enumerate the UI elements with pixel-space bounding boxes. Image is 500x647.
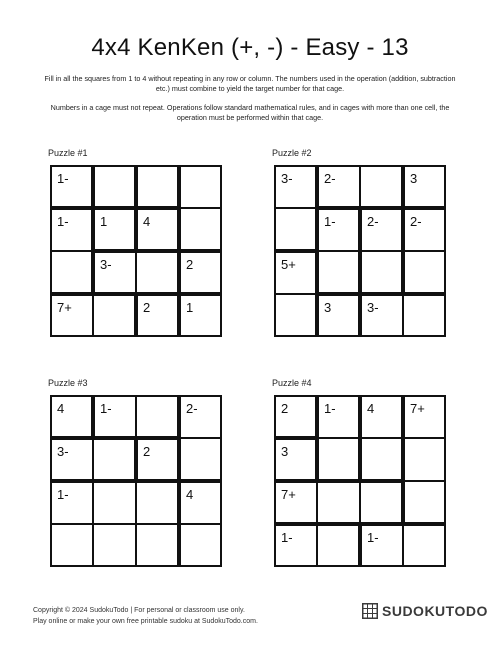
grid-cell <box>274 165 317 208</box>
grid-cell <box>136 251 179 294</box>
grid-cell <box>403 208 446 251</box>
puzzle-grid <box>274 395 446 567</box>
cage-clue: 1- <box>367 530 379 545</box>
grid-cell <box>179 524 222 567</box>
copyright-text: Copyright © 2024 SudokuTodo | For personal or classroom use only. <box>33 607 245 614</box>
cage-clue: 1- <box>100 401 112 416</box>
cage-clue: 4 <box>186 487 194 502</box>
cage-clue: 3 <box>324 300 332 315</box>
grid-cell <box>179 294 222 337</box>
grid-cell <box>50 438 93 481</box>
grid-cell <box>274 481 317 524</box>
cage-clue: 1- <box>324 401 336 416</box>
cage-clue: 1 <box>186 300 194 315</box>
cage-clue: 7+ <box>57 300 72 315</box>
puzzle-label: Puzzle #4 <box>272 378 312 388</box>
grid-cell <box>317 481 360 524</box>
grid-cell <box>317 524 360 567</box>
cage-clue: 1- <box>324 214 336 229</box>
cage-clue: 3- <box>281 171 293 186</box>
grid-cell <box>360 208 403 251</box>
grid-cell <box>93 524 136 567</box>
grid-cell <box>317 208 360 251</box>
cage-clue: 3 <box>410 171 418 186</box>
grid-cell <box>50 395 93 438</box>
grid-cell <box>360 165 403 208</box>
cage-clue: 1 <box>100 214 108 229</box>
cage-clue: 4 <box>367 401 375 416</box>
grid-cell <box>360 251 403 294</box>
grid-cell <box>179 481 222 524</box>
grid-cell <box>179 251 222 294</box>
grid-cell <box>274 251 317 294</box>
cage-clue: 2- <box>186 401 198 416</box>
grid-cell <box>136 208 179 251</box>
grid-cell <box>50 524 93 567</box>
cage-clue: 7+ <box>410 401 425 416</box>
grid-cell <box>360 438 403 481</box>
puzzle-grid <box>274 165 446 337</box>
grid-cell <box>274 524 317 567</box>
grid-cell <box>360 524 403 567</box>
logo-text: SUDOKUTODO <box>382 603 488 619</box>
cage-clue: 3- <box>57 444 69 459</box>
grid-cell <box>274 395 317 438</box>
grid-cell <box>403 438 446 481</box>
cage-clue: 3 <box>281 444 289 459</box>
cage-clue: 2- <box>367 214 379 229</box>
grid-cell <box>136 438 179 481</box>
puzzle-grid <box>50 165 222 337</box>
grid-cell <box>50 294 93 337</box>
grid-cell <box>403 294 446 337</box>
cage-clue: 4 <box>57 401 65 416</box>
grid-cell <box>93 438 136 481</box>
cage-clue: 3- <box>367 300 379 315</box>
grid-cell <box>93 395 136 438</box>
cage-clue: 1- <box>57 214 69 229</box>
grid-cell <box>403 481 446 524</box>
page-title: 4x4 KenKen (+, -) - Easy - 13 <box>91 34 409 61</box>
cage-clue: 5+ <box>281 257 296 272</box>
grid-cell <box>403 165 446 208</box>
grid-cell <box>403 251 446 294</box>
grid-cell <box>50 251 93 294</box>
instructions-paragraph: Fill in all the squares from 1 to 4 without repeating in any row or column. The numbers used in the operation (addition, subtraction etc.) must combine to yield the target number for that cage. <box>44 74 456 93</box>
grid-cell <box>274 208 317 251</box>
grid-cell <box>93 165 136 208</box>
cage-clue: 1- <box>57 487 69 502</box>
footer <box>33 605 258 627</box>
grid-cell <box>317 395 360 438</box>
grid-cell <box>179 395 222 438</box>
cage-clue: 7+ <box>281 487 296 502</box>
cage-clue: 3- <box>100 257 112 272</box>
puzzle-grid <box>50 395 222 567</box>
grid-cell <box>317 165 360 208</box>
grid-cell <box>403 524 446 567</box>
puzzle-label: Puzzle #2 <box>272 148 312 158</box>
grid-cell <box>179 165 222 208</box>
grid-cell <box>93 294 136 337</box>
cage-clue: 2 <box>143 300 151 315</box>
grid-cell <box>93 481 136 524</box>
cage-clue: 2 <box>143 444 151 459</box>
cage-clue: 2 <box>281 401 289 416</box>
grid-cell <box>50 208 93 251</box>
grid-cell <box>360 294 403 337</box>
cage-clue: 2- <box>410 214 422 229</box>
brand-logo <box>362 603 488 619</box>
grid-cell <box>360 395 403 438</box>
grid-cell <box>317 294 360 337</box>
cage-clue: 1- <box>57 171 69 186</box>
grid-cell <box>136 524 179 567</box>
puzzle-label: Puzzle #3 <box>48 378 88 388</box>
grid-cell <box>93 251 136 294</box>
grid-cell <box>179 438 222 481</box>
grid-cell <box>360 481 403 524</box>
cage-clue: 4 <box>143 214 151 229</box>
cage-clue: 2- <box>324 171 336 186</box>
cage-clue: 2 <box>186 257 194 272</box>
cage-clue: 1- <box>281 530 293 545</box>
grid-cell <box>136 294 179 337</box>
grid-logo-icon <box>362 603 378 619</box>
grid-cell <box>93 208 136 251</box>
grid-cell <box>50 165 93 208</box>
promo-text: Play online or make your own free printable sudoku at SudokuTodo.com. <box>33 618 258 625</box>
grid-cell <box>136 481 179 524</box>
grid-cell <box>136 395 179 438</box>
grid-cell <box>317 251 360 294</box>
grid-cell <box>136 165 179 208</box>
grid-cell <box>50 481 93 524</box>
grid-cell <box>274 438 317 481</box>
puzzle-label: Puzzle #1 <box>48 148 88 158</box>
grid-cell <box>274 294 317 337</box>
grid-cell <box>403 395 446 438</box>
grid-cell <box>317 438 360 481</box>
rules-paragraph: Numbers in a cage must not repeat. Operations follow standard mathematical rules, and in cages with more than one cell, the operation must be performed within that cage. <box>50 103 450 122</box>
grid-cell <box>179 208 222 251</box>
